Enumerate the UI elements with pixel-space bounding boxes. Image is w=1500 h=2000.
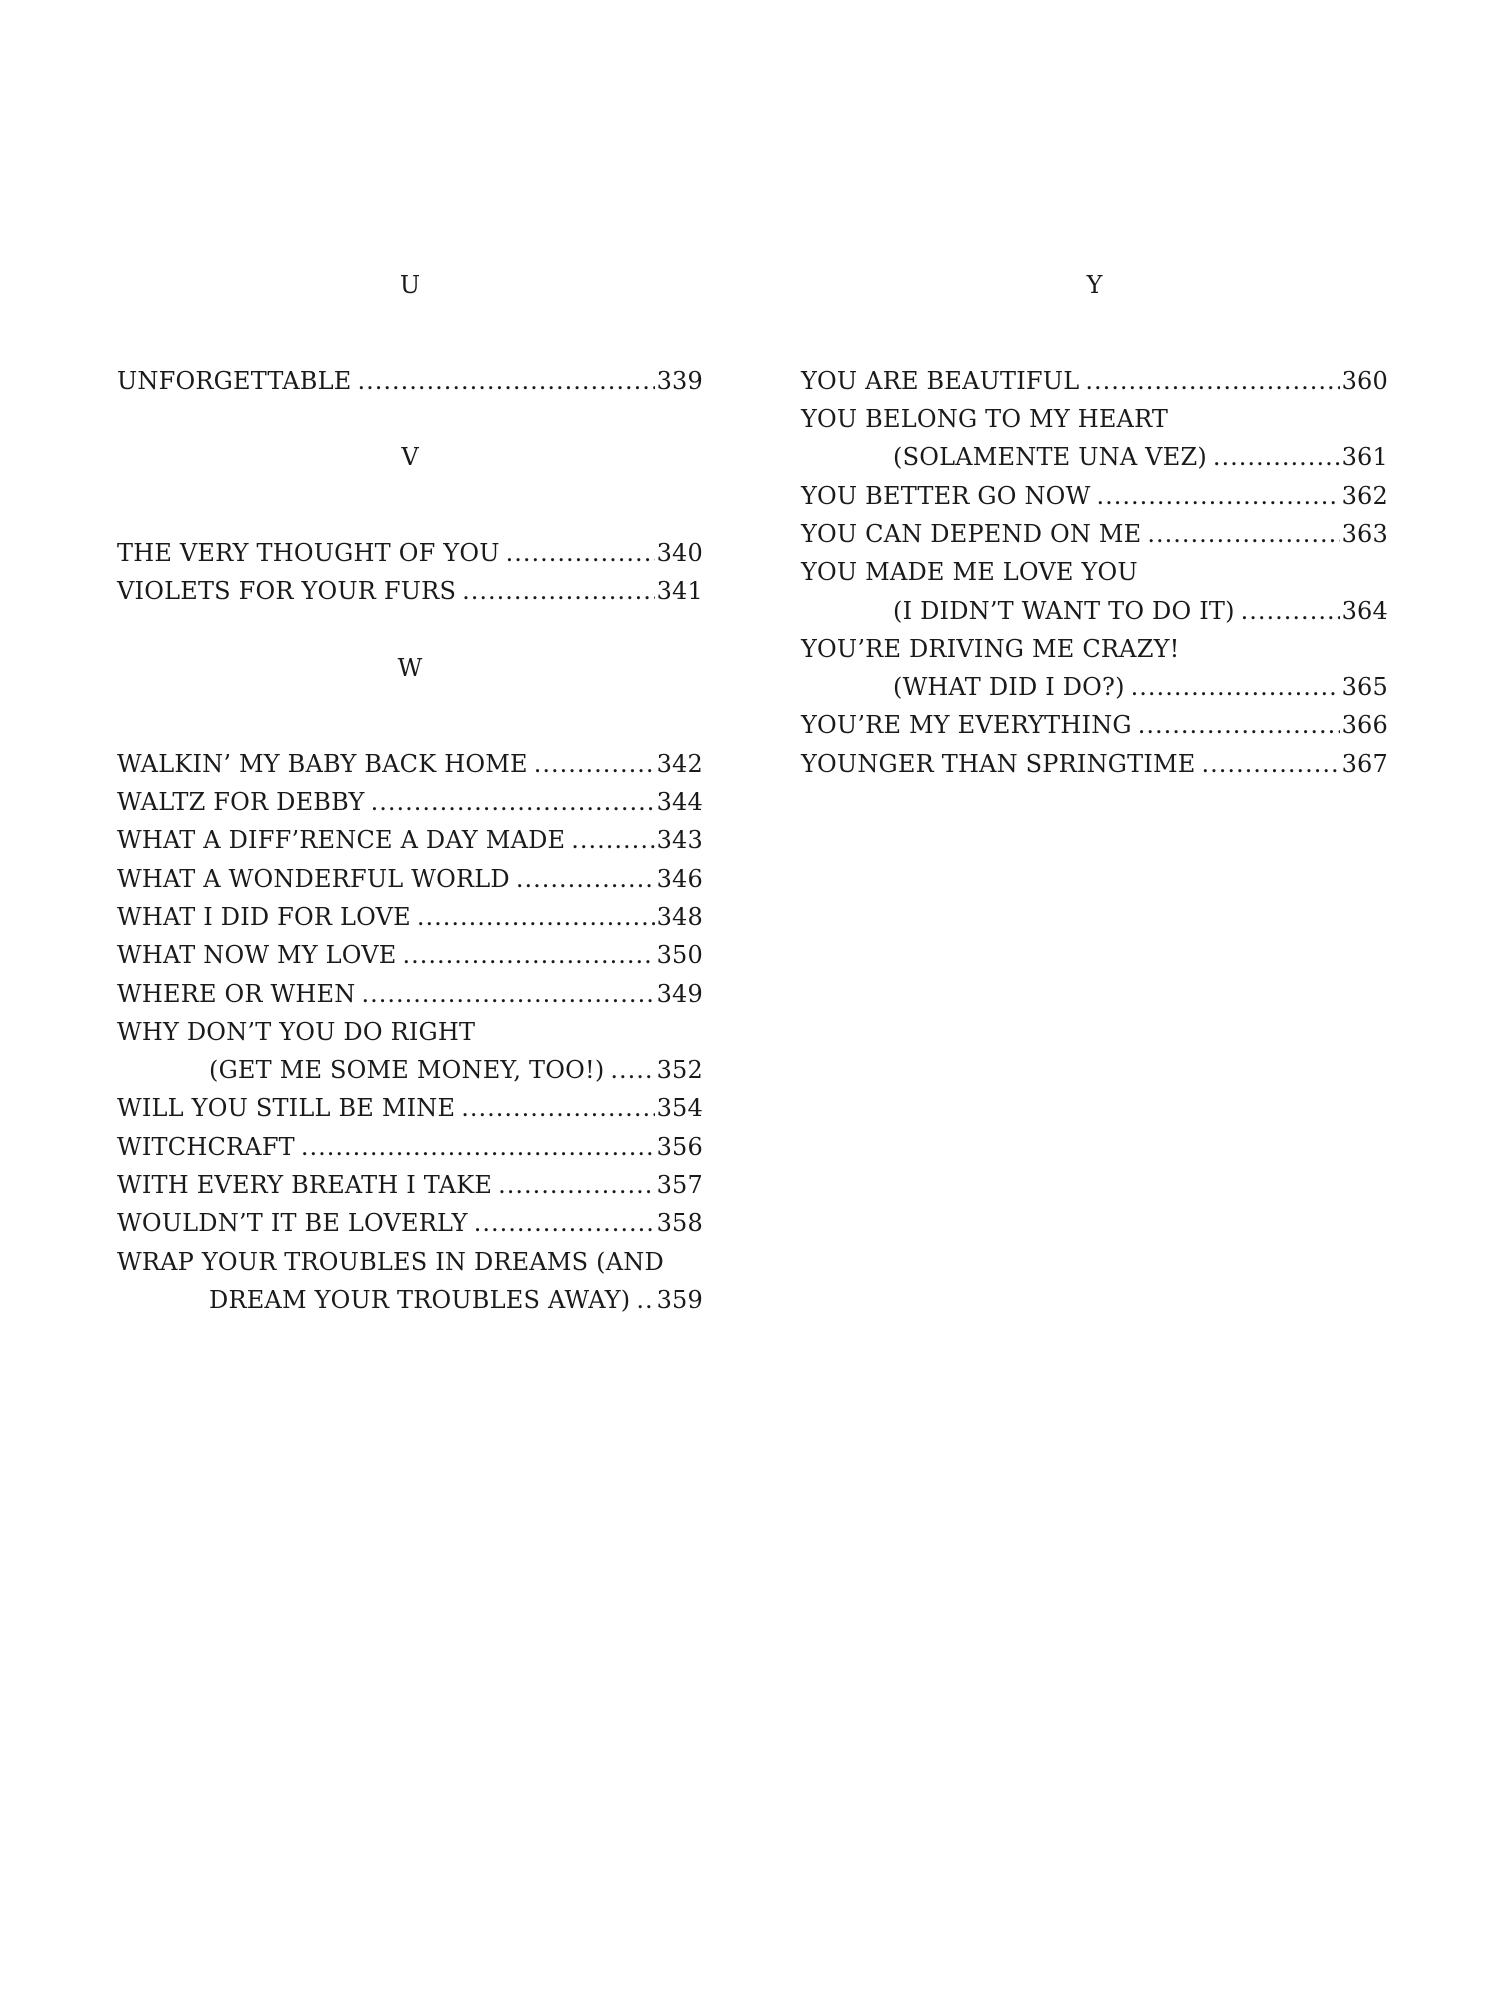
entry-page-number: 361: [1341, 443, 1388, 472]
index-entry-the-very-thought-of-you: [117, 534, 703, 572]
entry-page-number: 349: [656, 979, 703, 1008]
entry-page-number: 356: [656, 1132, 703, 1161]
section-letter-y: Y: [1086, 271, 1103, 299]
index-entry-what-now-my-love: [117, 936, 703, 974]
entry-title: (I DIDN’T WANT TO DO IT): [893, 596, 1235, 625]
dot-leader: [358, 362, 655, 400]
section-letter-u: U: [399, 271, 421, 299]
entry-page-number: 339: [656, 366, 703, 395]
entry-page-number: 340: [656, 539, 703, 568]
entry-page-number: 346: [656, 864, 703, 893]
index-entry-unforgettable: [117, 362, 703, 400]
dot-leader: [1241, 592, 1340, 630]
dot-leader: [1085, 362, 1339, 400]
entry-title: YOU BELONG TO MY HEART: [801, 405, 1169, 434]
dot-leader: [1138, 706, 1340, 744]
entry-title: YOU’RE MY EVERYTHING: [801, 711, 1132, 740]
dot-leader: [1202, 745, 1340, 783]
index-entry-violets-for-your-furs: [117, 572, 703, 610]
index-entry-wrap-your-troubles-in-dreams-and: [117, 1243, 703, 1281]
index-entry-wouldn-t-it-be-loverly: [117, 1204, 703, 1242]
entry-title: YOUNGER THAN SPRINGTIME: [801, 749, 1196, 778]
entry-title: WHAT A DIFF’RENCE A DAY MADE: [117, 826, 566, 855]
index-entry-you-made-me-love-you-line-2: [801, 592, 1388, 630]
index-entry-you-re-my-everything: [801, 706, 1388, 744]
dot-leader: [506, 534, 655, 572]
entry-title: YOU’RE DRIVING ME CRAZY!: [801, 634, 1180, 663]
entry-page-number: 343: [656, 826, 703, 855]
entry-title: WILL YOU STILL BE MINE: [117, 1094, 456, 1123]
entry-title: WHAT I DID FOR LOVE: [117, 902, 411, 931]
index-entry-what-i-did-for-love: [117, 898, 703, 936]
dot-leader: [474, 1204, 655, 1242]
entry-title: WHAT NOW MY LOVE: [117, 941, 397, 970]
entry-page-number: 363: [1341, 519, 1388, 548]
section-letter-w: W: [397, 654, 423, 682]
dot-leader: [301, 1128, 655, 1166]
index-entry-walkin-my-baby-back-home: [117, 745, 703, 783]
dot-leader: [1096, 477, 1339, 515]
dot-leader: [462, 572, 654, 610]
entry-title: (WHAT DID I DO?): [893, 673, 1125, 702]
dot-leader: [610, 1051, 654, 1089]
index-entry-you-re-driving-me-crazy: [801, 630, 1388, 668]
index-entry-you-better-go-now: [801, 477, 1388, 515]
entry-page-number: 365: [1341, 673, 1388, 702]
entry-title: DREAM YOUR TROUBLES AWAY): [209, 1285, 631, 1314]
entry-page-number: 358: [656, 1209, 703, 1238]
dot-leader: [498, 1166, 654, 1204]
entry-page-number: 352: [656, 1056, 703, 1085]
section-letter-v: V: [401, 443, 419, 472]
index-entry-younger-than-springtime: [801, 745, 1388, 783]
index-entry-witchcraft: [117, 1128, 703, 1166]
entry-title: YOU MADE ME LOVE YOU: [801, 558, 1138, 587]
dot-leader: [1213, 438, 1340, 476]
entry-title: WHAT A WONDERFUL WORLD: [117, 864, 510, 893]
dot-leader: [516, 860, 655, 898]
entry-page-number: 341: [656, 577, 703, 606]
index-entry-you-are-beautiful: [801, 362, 1388, 400]
index-entry-with-every-breath-i-take: [117, 1166, 703, 1204]
entry-title: YOU CAN DEPEND ON ME: [801, 519, 1142, 548]
entry-title: (SOLAMENTE UNA VEZ): [893, 443, 1207, 472]
dot-leader: [461, 1089, 654, 1127]
index-entry-you-re-driving-me-crazy-line-2: [801, 668, 1388, 706]
entry-page-number: 344: [656, 788, 703, 817]
dot-leader: [403, 936, 655, 974]
index-entry-you-made-me-love-you: [801, 553, 1388, 591]
dot-leader: [636, 1281, 654, 1319]
entry-page-number: 367: [1341, 749, 1388, 778]
dot-leader: [1147, 515, 1339, 553]
entry-title: WITH EVERY BREATH I TAKE: [117, 1171, 493, 1200]
index-entry-what-a-diff-rence-a-day-made: [117, 821, 703, 859]
entry-page-number: 366: [1341, 711, 1388, 740]
entry-page-number: 364: [1341, 596, 1388, 625]
index-entry-what-a-wonderful-world: [117, 860, 703, 898]
entry-page-number: 359: [656, 1285, 703, 1314]
index-entry-you-belong-to-my-heart-line-2: [801, 438, 1388, 476]
entry-page-number: 360: [1341, 366, 1388, 395]
index-entry-wrap-your-troubles-in-dreams-and-line-2: [117, 1281, 703, 1319]
dot-leader: [361, 975, 654, 1013]
dot-leader: [1131, 668, 1340, 706]
dot-leader: [534, 745, 655, 783]
entry-title: VIOLETS FOR YOUR FURS: [117, 577, 457, 606]
entry-title: YOU ARE BEAUTIFUL: [801, 366, 1080, 395]
dot-leader: [571, 821, 654, 859]
index-entry-you-belong-to-my-heart: [801, 400, 1388, 438]
entry-page-number: 357: [656, 1171, 703, 1200]
entry-title: THE VERY THOUGHT OF YOU: [117, 539, 500, 568]
entry-page-number: 354: [656, 1094, 703, 1123]
entry-title: WALKIN’ MY BABY BACK HOME: [117, 749, 528, 778]
dot-leader: [371, 783, 655, 821]
entry-title: WOULDN’T IT BE LOVERLY: [117, 1209, 468, 1238]
dot-leader: [417, 898, 655, 936]
entry-title: YOU BETTER GO NOW: [801, 481, 1091, 510]
entry-page-number: 348: [656, 902, 703, 931]
entry-page-number: 362: [1341, 481, 1388, 510]
index-entry-where-or-when: [117, 975, 703, 1013]
entry-title: WRAP YOUR TROUBLES IN DREAMS (AND: [117, 1247, 664, 1276]
entry-title: UNFORGETTABLE: [117, 366, 352, 395]
entry-title: WHERE OR WHEN: [117, 979, 356, 1008]
entry-title: WITCHCRAFT: [117, 1132, 295, 1161]
index-entry-why-don-t-you-do-right-line-2: [117, 1051, 703, 1089]
entry-title: WHY DON’T YOU DO RIGHT: [117, 1017, 476, 1046]
entry-page-number: 350: [656, 941, 703, 970]
index-entry-you-can-depend-on-me: [801, 515, 1388, 553]
index-entry-will-you-still-be-mine: [117, 1089, 703, 1127]
entry-page-number: 342: [656, 749, 703, 778]
entry-title: (GET ME SOME MONEY, TOO!): [209, 1056, 605, 1085]
index-entry-why-don-t-you-do-right: [117, 1013, 703, 1051]
index-entry-waltz-for-debby: [117, 783, 703, 821]
entry-title: WALTZ FOR DEBBY: [117, 788, 365, 817]
